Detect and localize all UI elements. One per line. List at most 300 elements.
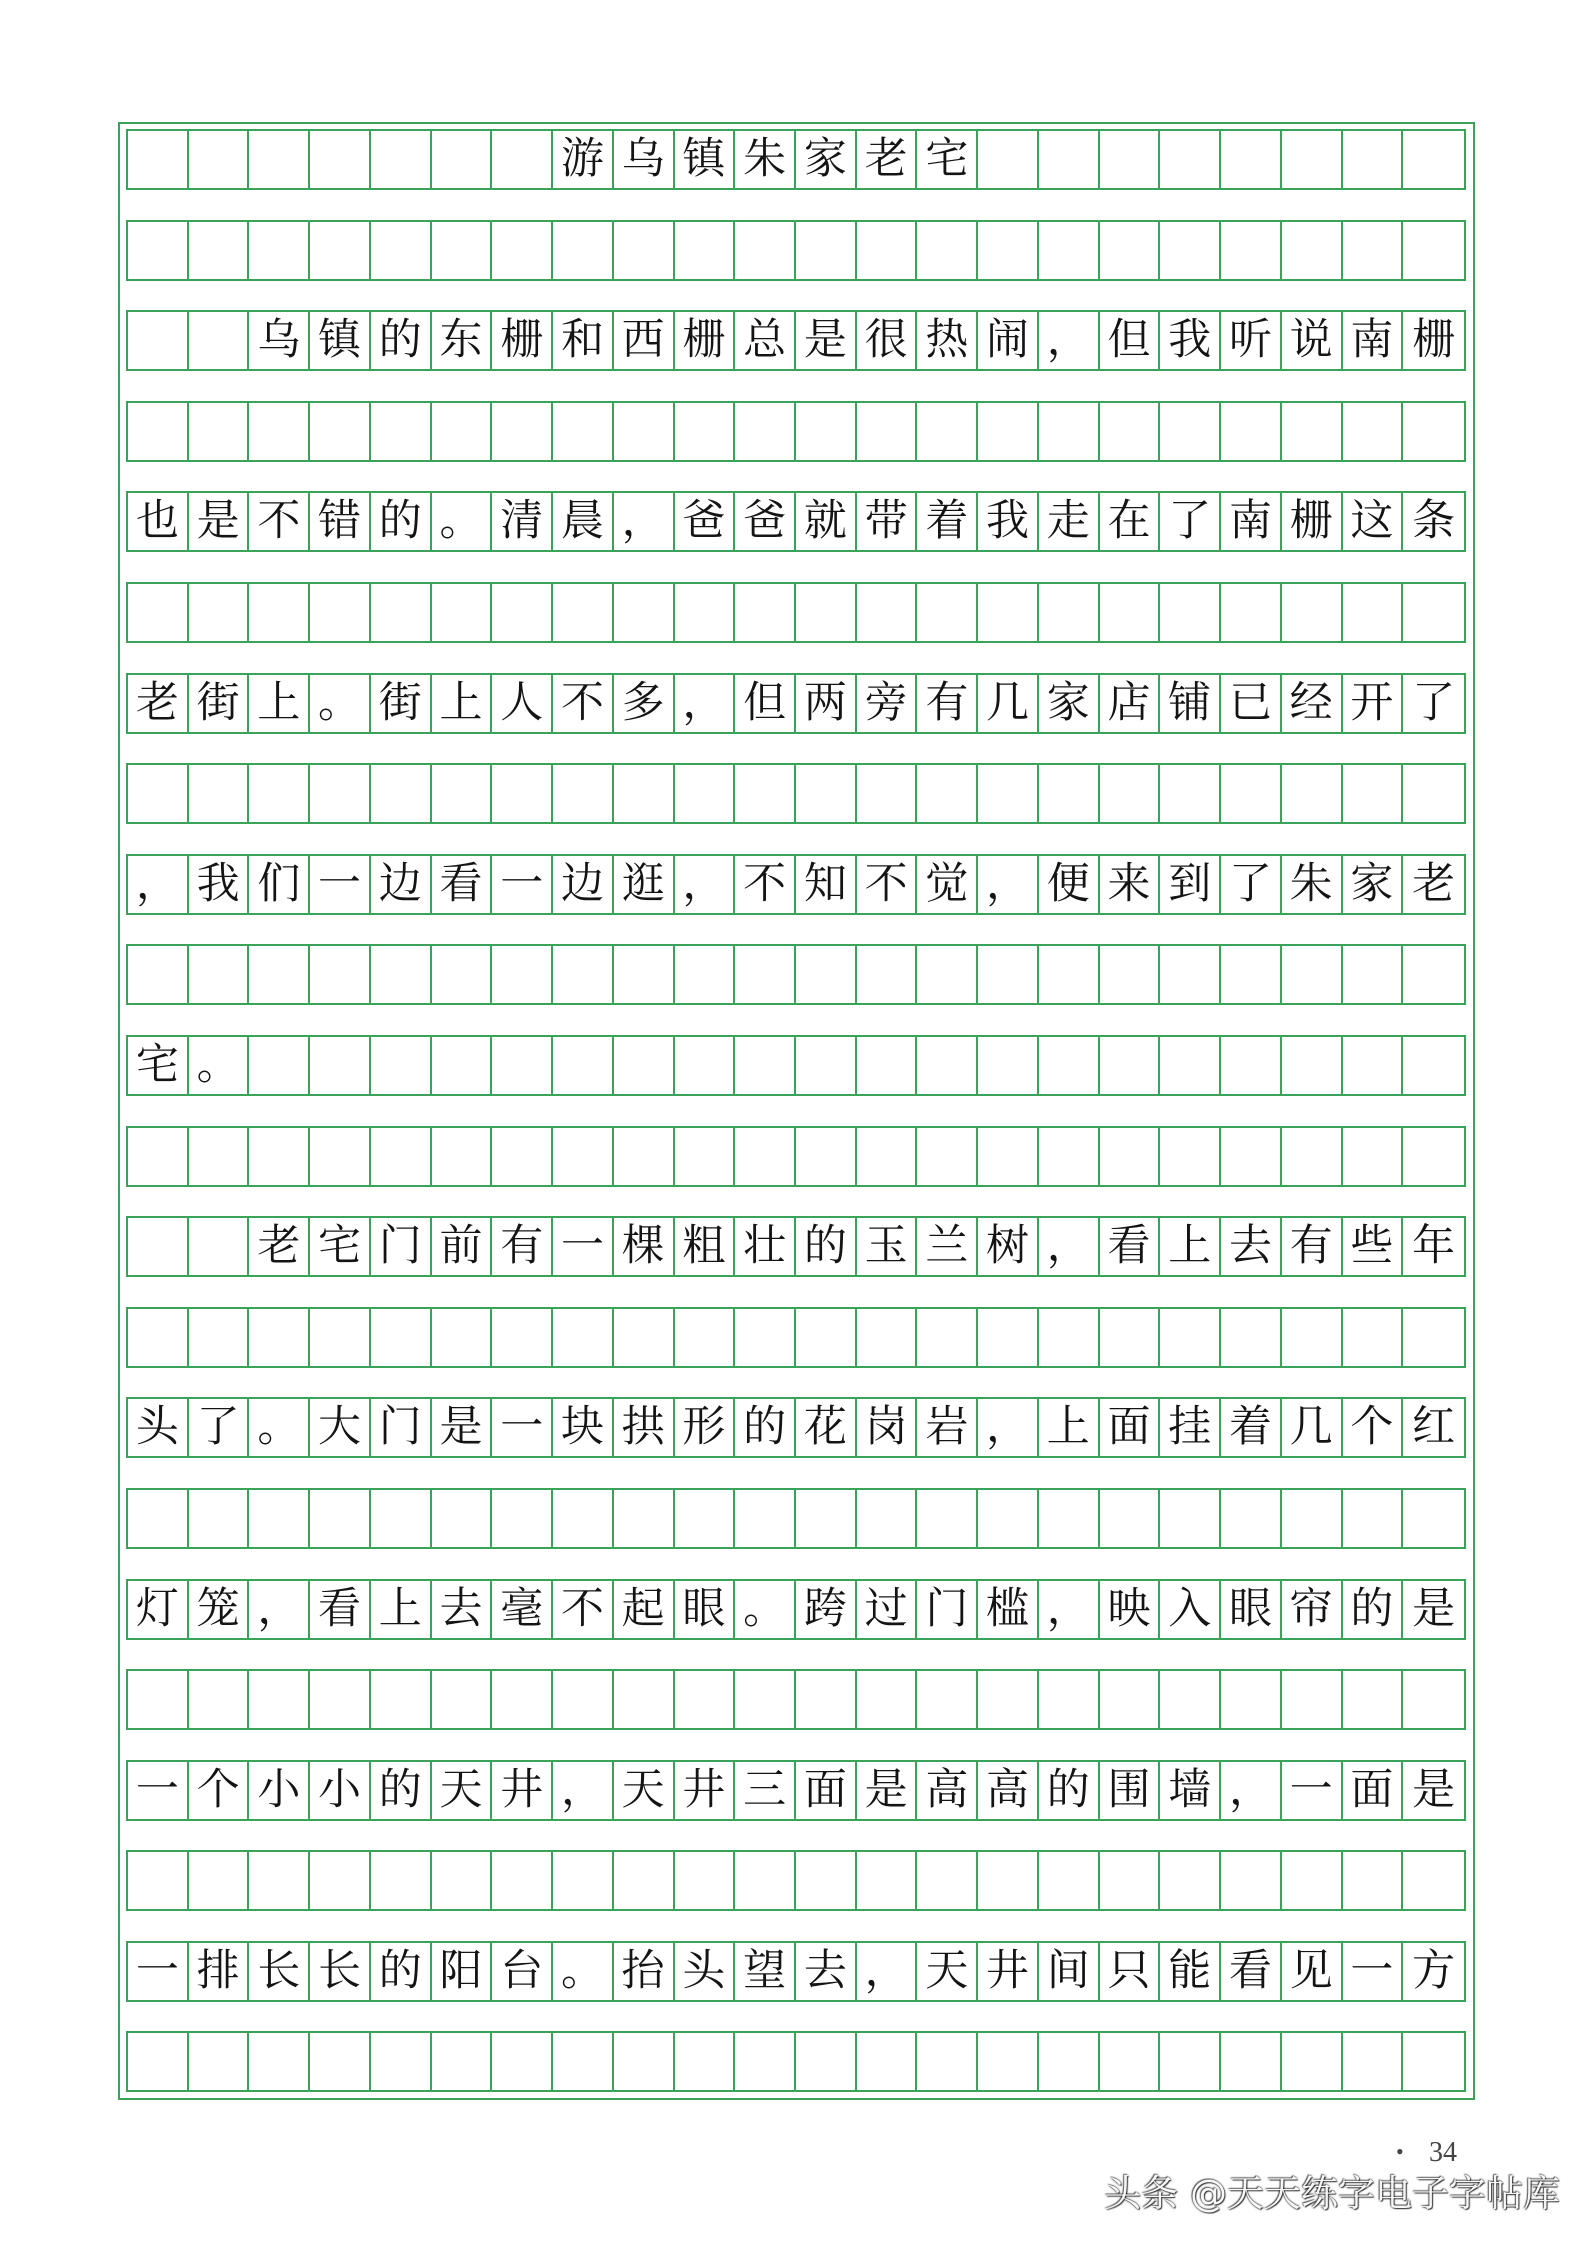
- empty-cell: [249, 1852, 310, 1909]
- text-char-cell: 个: [189, 1762, 250, 1819]
- text-row: [126, 491, 1466, 552]
- empty-cell: [1343, 584, 1404, 641]
- empty-cell: [492, 584, 553, 641]
- practice-row: [126, 944, 1466, 1005]
- text-char-cell: 头: [675, 1943, 736, 2000]
- text-char-cell: 已: [1221, 675, 1282, 732]
- empty-cell: [796, 584, 857, 641]
- text-char-cell: 三: [735, 1762, 796, 1819]
- empty-cell: [796, 1852, 857, 1909]
- text-char-cell: 年: [1412, 1221, 1456, 1272]
- text-char-cell: 天: [432, 1762, 493, 1819]
- empty-cell: [1160, 765, 1221, 822]
- text-char-cell: 小: [249, 1762, 310, 1819]
- text-char-cell: 不: [553, 1581, 614, 1638]
- empty-cell: [492, 1309, 553, 1366]
- empty-cell: [1100, 1309, 1161, 1366]
- empty-cell: [189, 1490, 250, 1547]
- empty-cell: [675, 1852, 736, 1909]
- text-char-cell: ，: [1039, 1218, 1100, 1275]
- empty-cell: [1160, 1671, 1221, 1728]
- text-char-cell: 排: [189, 1943, 250, 2000]
- text-char-cell: 宅: [128, 1037, 189, 1094]
- text-char-cell: 几: [978, 675, 1039, 732]
- empty-cell: [1403, 1671, 1464, 1728]
- empty-cell: [492, 946, 553, 1003]
- empty-cell: [1160, 1128, 1221, 1185]
- text-char-cell: 岗: [857, 1399, 918, 1456]
- text-char-cell: 镇: [310, 312, 371, 369]
- text-char-cell: 总: [735, 312, 796, 369]
- empty-cell: [128, 765, 189, 822]
- text-char-cell: 上: [1039, 1399, 1100, 1456]
- empty-cell: [371, 1309, 432, 1366]
- empty-cell: [249, 131, 310, 188]
- text-char-cell: 门: [371, 1218, 432, 1275]
- empty-cell: [978, 946, 1039, 1003]
- text-char-cell: 的: [1039, 1762, 1100, 1819]
- text-char-cell: 挂: [1160, 1399, 1221, 1456]
- text-char-cell: 井: [492, 1762, 553, 1819]
- text-char-cell: 有: [492, 1218, 553, 1275]
- empty-cell: [675, 2033, 736, 2090]
- text-char-cell: 去: [432, 1581, 493, 1638]
- empty-cell: [675, 946, 736, 1003]
- empty-cell: [1343, 131, 1404, 188]
- text-char-cell: 小: [310, 1762, 371, 1819]
- empty-cell: [310, 1128, 371, 1185]
- text-char-cell: 一: [310, 856, 371, 913]
- text-char-cell: 开: [1343, 675, 1404, 732]
- text-char-cell: 。: [310, 675, 371, 732]
- text-char-cell: 我: [1160, 312, 1221, 369]
- text-char-cell: 个: [1343, 1399, 1404, 1456]
- empty-cell: [432, 403, 493, 460]
- empty-cell: [1221, 946, 1282, 1003]
- empty-cell: [189, 2033, 250, 2090]
- page-number: 34: [1429, 2137, 1457, 2168]
- text-char-cell: ，: [978, 856, 1039, 913]
- empty-cell: [492, 1852, 553, 1909]
- text-char-cell: 一: [1282, 1762, 1343, 1819]
- text-char-cell: 是: [796, 312, 857, 369]
- empty-cell: [1403, 584, 1464, 641]
- text-char-cell: 来: [1100, 856, 1161, 913]
- text-char-cell: ，: [1039, 312, 1100, 369]
- text-char-cell: 。: [432, 493, 493, 550]
- empty-cell: [371, 946, 432, 1003]
- empty-cell: [310, 1309, 371, 1366]
- text-char-cell: 便: [1039, 856, 1100, 913]
- empty-cell: [796, 2033, 857, 2090]
- empty-cell: [1221, 1852, 1282, 1909]
- empty-cell: [249, 1671, 310, 1728]
- empty-cell: [675, 1037, 736, 1094]
- empty-cell: [128, 222, 189, 279]
- empty-cell: [1282, 403, 1343, 460]
- text-char-cell: 兰: [917, 1218, 978, 1275]
- empty-cell: [310, 1037, 371, 1094]
- text-char-cell: 树: [978, 1218, 1039, 1275]
- text-char-cell: 花: [796, 1399, 857, 1456]
- empty-cell: [857, 1671, 918, 1728]
- text-char-cell: 着: [917, 493, 978, 550]
- text-char-cell: 天: [614, 1762, 675, 1819]
- empty-cell: [128, 584, 189, 641]
- text-char-cell: 的: [371, 1943, 432, 2000]
- empty-cell: [917, 1852, 978, 1909]
- empty-cell: [249, 2033, 310, 2090]
- text-char-cell: 清: [492, 493, 553, 550]
- text-char-cell: 入: [1160, 1581, 1221, 1638]
- text-char-cell: 家: [1343, 856, 1404, 913]
- empty-cell: [675, 222, 736, 279]
- empty-cell: [1343, 2033, 1404, 2090]
- text-row: [126, 673, 1466, 734]
- text-char-cell: 南: [1343, 312, 1404, 369]
- empty-cell: [1039, 2033, 1100, 2090]
- text-char-cell: 我: [189, 856, 250, 913]
- empty-cell: [189, 1128, 250, 1185]
- text-char-cell: ，: [553, 1762, 614, 1819]
- text-char-cell: 些: [1343, 1218, 1404, 1275]
- empty-cell: [249, 765, 310, 822]
- text-char-cell: 知: [796, 856, 857, 913]
- empty-cell: [128, 1218, 189, 1275]
- footer-bullet: •: [1396, 2139, 1404, 2164]
- empty-cell: [128, 1671, 189, 1728]
- empty-cell: [371, 1671, 432, 1728]
- text-char-cell: 高: [917, 1762, 978, 1819]
- empty-cell: [1160, 1037, 1221, 1094]
- empty-cell: [614, 1128, 675, 1185]
- text-char-cell: 不: [857, 856, 918, 913]
- text-char-cell: 了: [1221, 856, 1282, 913]
- text-char-cell: 一: [492, 1399, 553, 1456]
- empty-cell: [371, 2033, 432, 2090]
- text-char-cell: 红: [1412, 1402, 1456, 1453]
- text-char-cell: 形: [675, 1399, 736, 1456]
- text-char-cell: 粗: [675, 1218, 736, 1275]
- empty-cell: [1282, 1671, 1343, 1728]
- text-char-cell: 。: [735, 1581, 796, 1638]
- empty-cell: [1343, 1128, 1404, 1185]
- text-char-cell: 了: [1160, 493, 1221, 550]
- empty-cell: [1160, 946, 1221, 1003]
- empty-cell: [1039, 403, 1100, 460]
- empty-cell: [978, 1037, 1039, 1094]
- text-char-cell: 爸: [735, 493, 796, 550]
- empty-cell: [614, 1309, 675, 1366]
- text-row: [126, 1579, 1466, 1640]
- empty-cell: [1282, 584, 1343, 641]
- empty-cell: [432, 1037, 493, 1094]
- empty-cell: [1160, 584, 1221, 641]
- empty-cell: [432, 131, 493, 188]
- empty-cell: [675, 403, 736, 460]
- empty-cell: [1403, 1490, 1464, 1547]
- empty-cell: [432, 1128, 493, 1185]
- empty-cell: [310, 403, 371, 460]
- empty-cell: [675, 765, 736, 822]
- text-char-cell: 就: [796, 493, 857, 550]
- empty-cell: [1343, 403, 1404, 460]
- empty-cell: [917, 1128, 978, 1185]
- empty-cell: [1100, 1037, 1161, 1094]
- empty-cell: [310, 946, 371, 1003]
- text-char-cell: ，: [675, 675, 736, 732]
- empty-cell: [249, 946, 310, 1003]
- text-char-cell: ，: [1221, 1762, 1282, 1819]
- text-char-cell: 不: [249, 493, 310, 550]
- text-char-cell: 很: [857, 312, 918, 369]
- text-char-cell: 铺: [1160, 675, 1221, 732]
- empty-cell: [1403, 765, 1464, 822]
- empty-cell: [796, 1671, 857, 1728]
- text-char-cell: 南: [1221, 493, 1282, 550]
- text-char-cell: 栅: [1412, 315, 1456, 366]
- empty-cell: [189, 584, 250, 641]
- empty-cell: [128, 131, 189, 188]
- empty-cell: [189, 131, 250, 188]
- practice-grid: [126, 129, 1466, 2092]
- title-char-cell: 家: [796, 131, 857, 188]
- text-char-cell: 几: [1282, 1399, 1343, 1456]
- empty-cell: [1221, 131, 1282, 188]
- empty-cell: [553, 1490, 614, 1547]
- text-char-cell: 抬: [614, 1943, 675, 2000]
- text-char-cell: 们: [249, 856, 310, 913]
- empty-cell: [492, 765, 553, 822]
- empty-cell: [249, 403, 310, 460]
- empty-cell: [857, 765, 918, 822]
- empty-cell: [1160, 222, 1221, 279]
- text-char-cell: 不: [735, 856, 796, 913]
- text-char-cell: 我: [978, 493, 1039, 550]
- empty-cell: [614, 584, 675, 641]
- text-char-cell: 起: [614, 1581, 675, 1638]
- empty-cell: [735, 1128, 796, 1185]
- empty-cell: [796, 1490, 857, 1547]
- text-char-cell: 块: [553, 1399, 614, 1456]
- text-char-cell: 老: [128, 675, 189, 732]
- empty-cell: [1282, 1852, 1343, 1909]
- text-char-cell: 不: [553, 675, 614, 732]
- empty-cell: [1100, 1490, 1161, 1547]
- text-char-cell: 阳: [432, 1943, 493, 2000]
- empty-cell: [1343, 1490, 1404, 1547]
- empty-cell: [1343, 1671, 1404, 1728]
- text-char-cell: 方: [1412, 1945, 1456, 1996]
- empty-cell: [796, 765, 857, 822]
- text-char-cell: 边: [371, 856, 432, 913]
- empty-cell: [1282, 2033, 1343, 2090]
- text-char-cell: 一: [1343, 1943, 1404, 2000]
- empty-cell: [492, 2033, 553, 2090]
- text-char-cell: 街: [189, 675, 250, 732]
- empty-cell: [1221, 1490, 1282, 1547]
- empty-cell: [917, 584, 978, 641]
- empty-cell: [249, 1309, 310, 1366]
- empty-cell: [249, 222, 310, 279]
- text-char-cell: 去: [1221, 1218, 1282, 1275]
- text-char-cell: 热: [917, 312, 978, 369]
- text-char-cell: 门: [371, 1399, 432, 1456]
- empty-cell: [917, 1671, 978, 1728]
- empty-cell: [1221, 765, 1282, 822]
- empty-cell: [796, 1128, 857, 1185]
- text-char-cell: 跨: [796, 1581, 857, 1638]
- empty-cell: [492, 131, 553, 188]
- text-char-cell: 壮: [735, 1218, 796, 1275]
- text-row: [126, 1941, 1466, 2002]
- empty-cell: [1100, 131, 1161, 188]
- text-row: [126, 1035, 1466, 1096]
- text-char-cell: 东: [432, 312, 493, 369]
- text-char-cell: 家: [1039, 675, 1100, 732]
- empty-cell: [1282, 1128, 1343, 1185]
- empty-cell: [1221, 1309, 1282, 1366]
- text-char-cell: 是: [432, 1399, 493, 1456]
- empty-cell: [857, 1490, 918, 1547]
- empty-cell: [796, 222, 857, 279]
- empty-cell: [310, 222, 371, 279]
- text-char-cell: 看: [432, 856, 493, 913]
- empty-cell: [371, 403, 432, 460]
- text-char-cell: 错: [310, 493, 371, 550]
- text-char-cell: 是: [1412, 1764, 1456, 1815]
- empty-cell: [492, 1037, 553, 1094]
- text-char-cell: 了: [1412, 677, 1456, 728]
- practice-row: [126, 1488, 1466, 1549]
- empty-cell: [371, 1490, 432, 1547]
- empty-cell: [614, 2033, 675, 2090]
- empty-cell: [1039, 1490, 1100, 1547]
- empty-cell: [1282, 1490, 1343, 1547]
- empty-cell: [735, 1852, 796, 1909]
- empty-cell: [128, 1490, 189, 1547]
- text-char-cell: 着: [1221, 1399, 1282, 1456]
- empty-cell: [614, 1671, 675, 1728]
- empty-cell: [614, 1490, 675, 1547]
- text-char-cell: 和: [553, 312, 614, 369]
- text-char-cell: 的: [371, 493, 432, 550]
- empty-cell: [1039, 222, 1100, 279]
- empty-cell: [189, 312, 250, 369]
- empty-cell: [735, 1037, 796, 1094]
- text-char-cell: 栅: [492, 312, 553, 369]
- empty-cell: [432, 1852, 493, 1909]
- text-char-cell: ，: [128, 856, 189, 913]
- empty-cell: [189, 1218, 250, 1275]
- text-char-cell: 西: [614, 312, 675, 369]
- empty-cell: [917, 2033, 978, 2090]
- empty-cell: [857, 1309, 918, 1366]
- empty-cell: [128, 1128, 189, 1185]
- text-char-cell: 。: [189, 1037, 250, 1094]
- text-char-cell: 前: [432, 1218, 493, 1275]
- text-char-cell: 经: [1282, 675, 1343, 732]
- text-char-cell: 过: [857, 1581, 918, 1638]
- text-char-cell: 一: [492, 856, 553, 913]
- empty-cell: [1343, 222, 1404, 279]
- empty-cell: [978, 1309, 1039, 1366]
- text-char-cell: 但: [735, 675, 796, 732]
- text-char-cell: 上: [249, 675, 310, 732]
- empty-cell: [432, 1490, 493, 1547]
- empty-cell: [1403, 1852, 1464, 1909]
- empty-cell: [735, 946, 796, 1003]
- text-char-cell: 上: [1160, 1218, 1221, 1275]
- empty-cell: [735, 584, 796, 641]
- text-row: [126, 1216, 1466, 1277]
- empty-cell: [128, 1309, 189, 1366]
- empty-cell: [917, 1309, 978, 1366]
- empty-cell: [614, 765, 675, 822]
- text-char-cell: 带: [857, 493, 918, 550]
- empty-cell: [1343, 1852, 1404, 1909]
- empty-cell: [1403, 222, 1464, 279]
- empty-cell: [1100, 765, 1161, 822]
- empty-cell: [1039, 765, 1100, 822]
- text-char-cell: 觉: [917, 856, 978, 913]
- empty-cell: [553, 584, 614, 641]
- text-char-cell: 说: [1282, 312, 1343, 369]
- empty-cell: [249, 1128, 310, 1185]
- text-char-cell: ，: [1039, 1581, 1100, 1638]
- text-char-cell: 晨: [553, 493, 614, 550]
- text-char-cell: 有: [1282, 1218, 1343, 1275]
- empty-cell: [1221, 584, 1282, 641]
- empty-cell: [1343, 946, 1404, 1003]
- empty-cell: [1282, 1037, 1343, 1094]
- empty-cell: [1343, 1309, 1404, 1366]
- text-char-cell: 棵: [614, 1218, 675, 1275]
- empty-cell: [432, 946, 493, 1003]
- text-char-cell: ，: [857, 1943, 918, 2000]
- empty-cell: [1403, 131, 1464, 188]
- empty-cell: [1221, 1037, 1282, 1094]
- empty-cell: [857, 1128, 918, 1185]
- empty-cell: [1282, 1309, 1343, 1366]
- text-char-cell: 到: [1160, 856, 1221, 913]
- text-char-cell: 边: [553, 856, 614, 913]
- empty-cell: [1039, 1128, 1100, 1185]
- empty-cell: [1039, 584, 1100, 641]
- text-char-cell: 高: [978, 1762, 1039, 1819]
- empty-cell: [857, 403, 918, 460]
- text-char-cell: 。: [249, 1399, 310, 1456]
- text-char-cell: 在: [1100, 493, 1161, 550]
- text-char-cell: 。: [553, 1943, 614, 2000]
- empty-cell: [189, 1309, 250, 1366]
- text-char-cell: 看: [310, 1581, 371, 1638]
- empty-cell: [1403, 1128, 1464, 1185]
- text-char-cell: 也: [128, 493, 189, 550]
- empty-cell: [614, 946, 675, 1003]
- text-char-cell: 老: [1412, 858, 1456, 909]
- empty-cell: [553, 946, 614, 1003]
- empty-cell: [371, 1852, 432, 1909]
- empty-cell: [1221, 1128, 1282, 1185]
- empty-cell: [189, 403, 250, 460]
- text-char-cell: 上: [432, 675, 493, 732]
- empty-cell: [978, 1490, 1039, 1547]
- empty-cell: [978, 1128, 1039, 1185]
- text-row: [126, 1760, 1466, 1821]
- empty-cell: [1039, 946, 1100, 1003]
- empty-cell: [432, 584, 493, 641]
